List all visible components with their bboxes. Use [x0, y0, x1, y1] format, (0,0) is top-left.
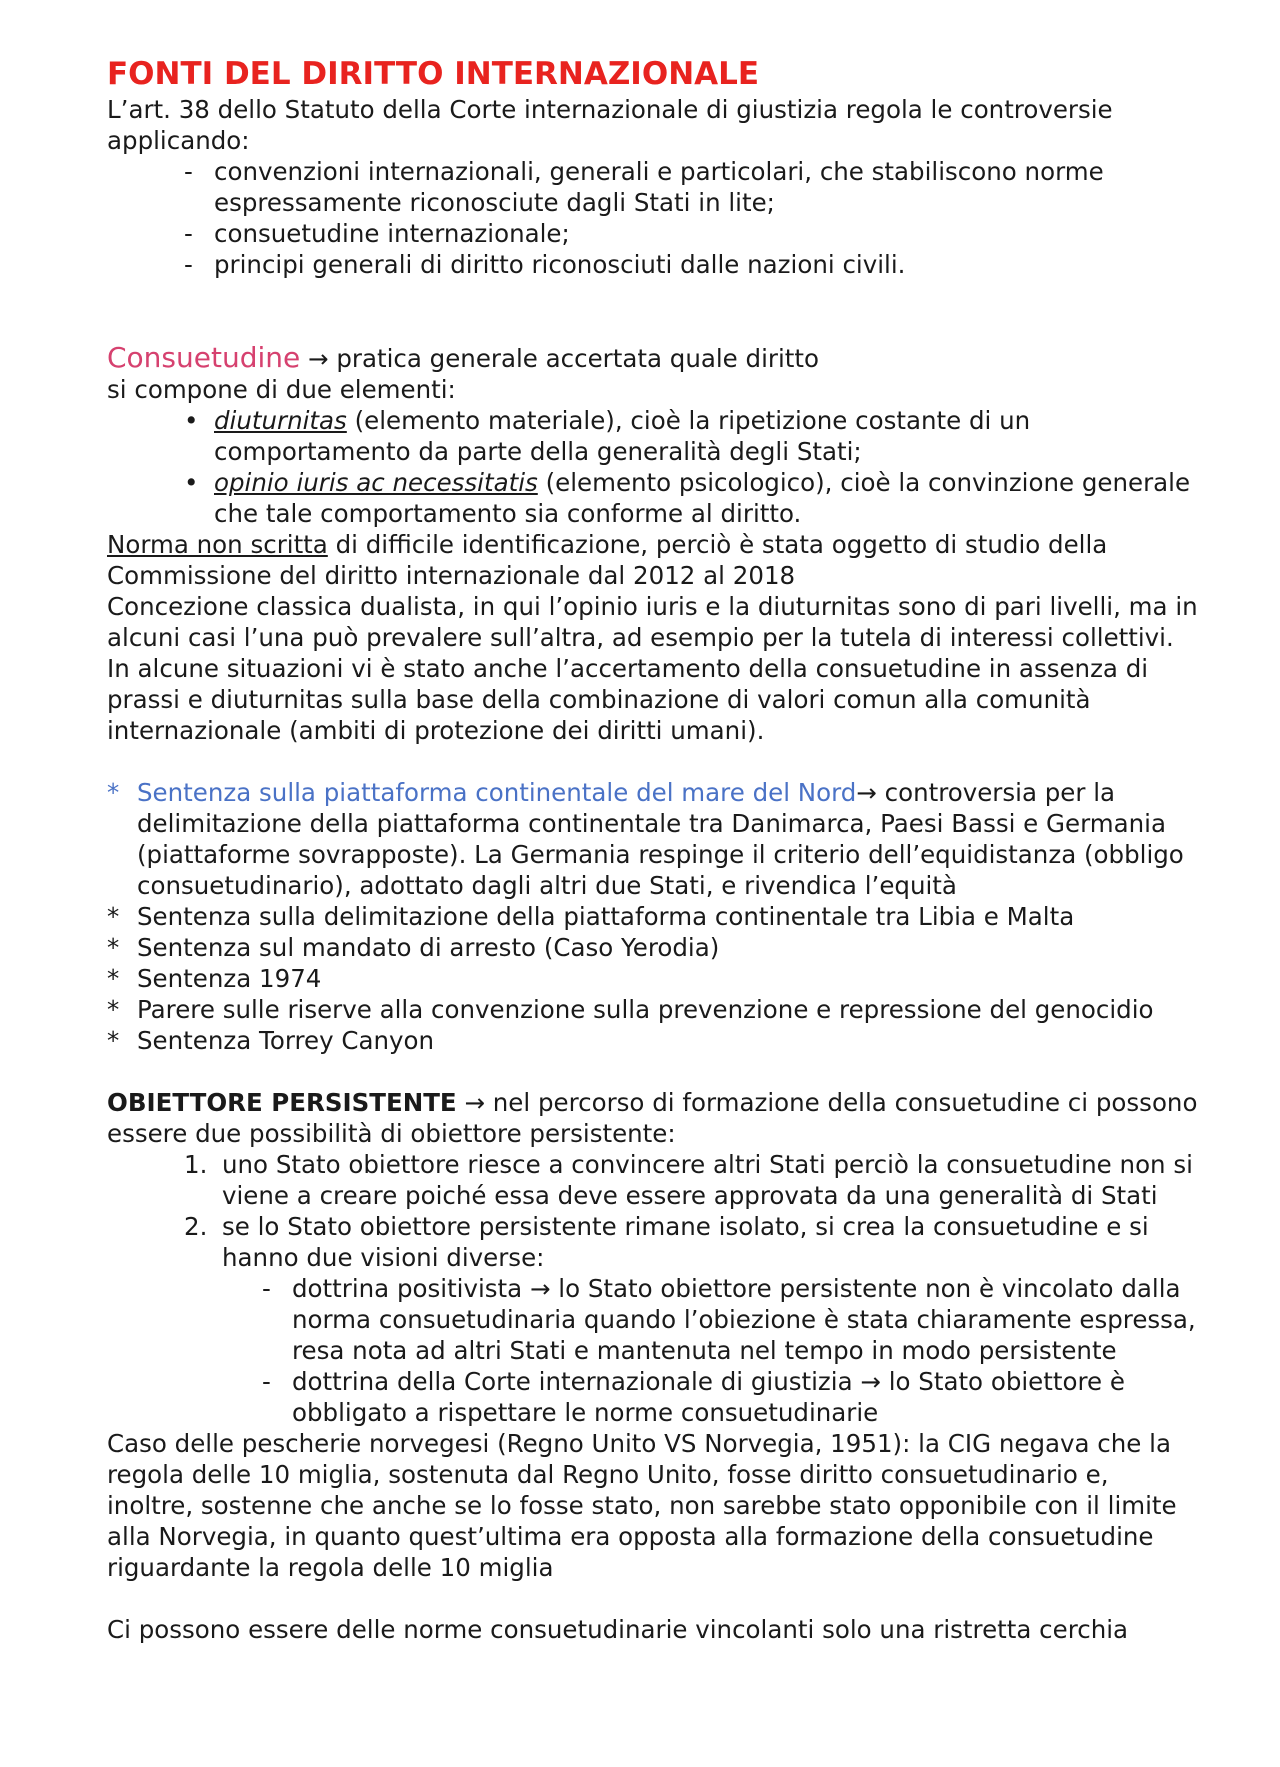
element-item: [107, 467, 1200, 529]
sentenza-item: [107, 1025, 1200, 1056]
obiettore-text: → nel percorso di formazione della consuetudine ci possono essere due possibilità di obiettore persistente:: [107, 1088, 1198, 1148]
number-marker: 2.: [184, 1212, 208, 1241]
asterisk-marker: *: [107, 1026, 120, 1055]
asterisk-marker: *: [107, 933, 120, 962]
element-text: [214, 405, 1200, 467]
dottrina-item: [107, 1366, 1200, 1428]
elements-intro: si compone di due elementi:: [107, 375, 456, 404]
dash-marker: -: [184, 219, 193, 248]
sentenza-item: [107, 994, 1200, 1025]
spacer: [107, 280, 1200, 342]
element-term: opinio iuris ac necessitatis: [214, 468, 538, 497]
norma-term: Norma non scritta: [107, 530, 328, 559]
element-description: (elemento psicologico), cioè la convinzione generale che tale comportamento sia conforme al diritto.: [214, 468, 1191, 528]
caso-paragraph: Caso delle pescherie norvegesi (Regno Unito VS Norvegia, 1951): la CIG negava che la regola delle 10 miglia, sostenuta dal Regno Unito, fosse diritto consuetudinario e, inoltre, sostenne che anche se lo fosse stato, non sarebbe stato opponibile con il limite alla Norvegia, in quanto quest’ultima era opposta alla formazione della consuetudine riguardante la regola delle 10 miglia: [107, 1429, 1177, 1582]
dottrina-text: dottrina positivista → lo Stato obiettore persistente non è vincolato dalla norma consuetudinaria quando l’obiezione è stata chiaramente espressa, resa nota ad altri Stati e mantenuta nel tempo in modo persistente: [292, 1274, 1196, 1365]
norma-text: di difficile identificazione, perciò è stata oggetto di studio della Commissione del diritto internazionale dal 2012 al 2018: [107, 530, 1108, 590]
element-item: [107, 405, 1200, 467]
element-description: (elemento materiale), cioè la ripetizione costante di un comportamento da parte della generalità degli Stati;: [214, 406, 1031, 466]
dash-marker: -: [262, 1367, 271, 1396]
dottrina-item: [107, 1273, 1200, 1366]
obiettore-term: OBIETTORE PERSISTENTE: [107, 1088, 457, 1117]
dash-marker: -: [184, 250, 193, 279]
spacer: [107, 746, 1200, 777]
asterisk-marker: *: [107, 964, 120, 993]
sentenza-text: Sentenza sulla delimitazione della piattaforma continentale tra Libia e Malta: [137, 902, 1075, 931]
sentenza-text: Sentenza sul mandato di arresto (Caso Yerodia): [137, 933, 720, 962]
consuetudine-definition: → pratica generale accertata quale diritto: [300, 344, 819, 373]
dash-marker: -: [184, 157, 193, 186]
sentenza-item: [107, 777, 1200, 901]
obiettore-item: [107, 1149, 1200, 1211]
sentenza-text: Parere sulle riserve alla convenzione sulla prevenzione e repressione del genocidio: [137, 995, 1154, 1024]
sentenza-text: Sentenza 1974: [137, 964, 322, 993]
asterisk-marker: *: [107, 995, 120, 1024]
dash-marker: -: [262, 1274, 271, 1303]
spacer: [107, 1583, 1200, 1614]
number-marker: 1.: [184, 1150, 208, 1179]
sentenza-text: [137, 777, 1200, 901]
element-text: [214, 467, 1200, 529]
norma-paragraph: [107, 529, 1200, 591]
intro-item-text: consuetudine internazionale;: [214, 219, 570, 248]
asterisk-marker: *: [107, 902, 120, 931]
sentenza-title: Sentenza sulla piattaforma continentale del mare del Nord: [137, 778, 857, 807]
consuetudine-term: Consuetudine: [107, 341, 301, 374]
closing-paragraph: Ci possono essere delle norme consuetudinarie vincolanti solo una ristretta cerchia: [107, 1615, 1129, 1644]
sentenza-description: → controversia per la delimitazione della piattaforma continentale tra Danimarca, Paesi Bassi e Germania (piattaforme sovrapposte). La Germania respinge il criterio dell’equidistanza (obbligo consuetudinario), adottato dagli altri due Stati, e rivendica l’equità: [137, 778, 1184, 900]
obiettore-item-text: se lo Stato obiettore persistente rimane isolato, si crea la consuetudine e si hanno due visioni diverse:: [222, 1212, 1149, 1272]
bullet-marker: •: [184, 468, 199, 497]
spacer: [107, 1056, 1200, 1087]
intro-list-item: [107, 249, 1200, 280]
intro-item-text: convenzioni internazionali, generali e particolari, che stabiliscono norme espressamente riconosciute dagli Stati in lite;: [214, 157, 1104, 217]
sentenza-item: [107, 963, 1200, 994]
obiettore-item-text: uno Stato obiettore riesce a convincere altri Stati perciò la consuetudine non si viene a creare poiché essa deve essere approvata da una generalità di Stati: [222, 1150, 1193, 1210]
sentenza-item: [107, 932, 1200, 963]
concezione-paragraph: Concezione classica dualista, in qui l’opinio iuris e la diuturnitas sono di pari livelli, ma in alcuni casi l’una può prevalere sull’altra, ad esempio per la tutela di interessi collettivi. In alcune situazioni vi è stato anche l’accertamento della consuetudine in assenza di prassi e diuturnitas sulla base della combinazione di valori comun alla comunità internazionale (ambiti di protezione dei diritti umani).: [107, 592, 1198, 745]
asterisk-marker: *: [107, 778, 120, 807]
obiettore-item: [107, 1211, 1200, 1273]
dottrina-text: dottrina della Corte internazionale di giustizia → lo Stato obiettore è obbligato a rispettare le norme consuetudinarie: [292, 1367, 1125, 1427]
bullet-marker: •: [184, 406, 199, 435]
intro-list-item: [107, 156, 1200, 218]
sentenza-item: [107, 901, 1200, 932]
intro-list-item: [107, 218, 1200, 249]
consuetudine-heading: [107, 342, 1200, 374]
obiettore-paragraph: [107, 1087, 1200, 1149]
intro-paragraph: L’art. 38 dello Statuto della Corte internazionale di giustizia regola le controversie applicando:: [107, 95, 1113, 155]
sentenza-text: Sentenza Torrey Canyon: [137, 1026, 435, 1055]
document-title: FONTI DEL DIRITTO INTERNAZIONALE: [107, 56, 760, 92]
element-term: diuturnitas: [214, 406, 347, 435]
intro-item-text: principi generali di diritto riconosciuti dalle nazioni civili.: [214, 250, 906, 279]
